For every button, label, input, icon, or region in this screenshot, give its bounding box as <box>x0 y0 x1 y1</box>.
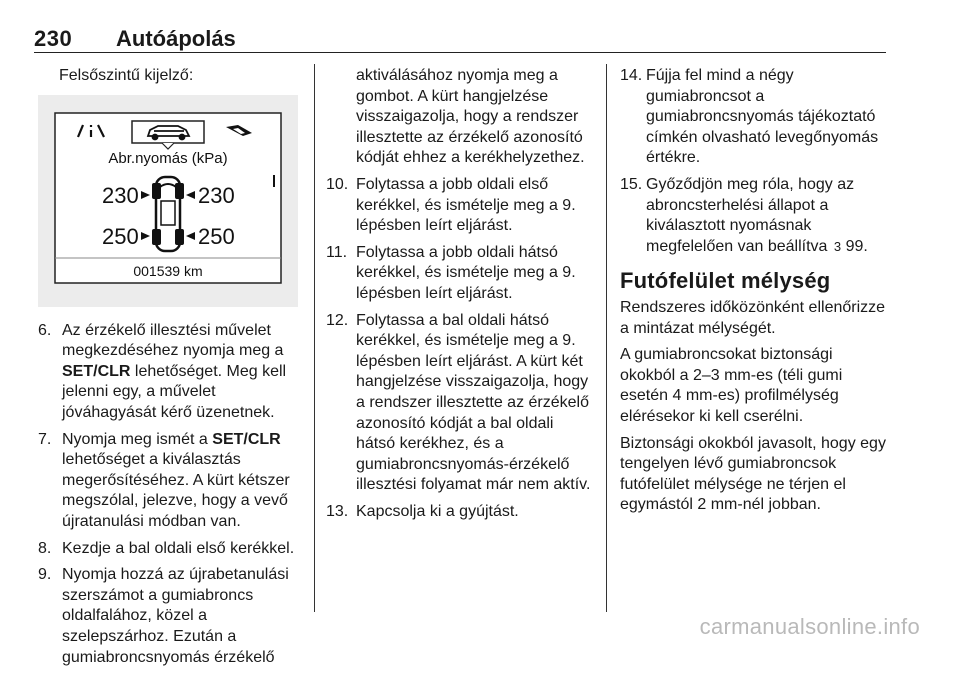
front-right-pressure: 230 <box>198 182 235 208</box>
step-number: 9. <box>38 566 52 584</box>
step-text: Folytassa a jobb oldali hátsó kerékkel, és ismételje meg a 9. lépésben leírt eljárást. <box>356 243 576 302</box>
list-item <box>326 243 596 305</box>
set-clr-label: SET/CLR <box>212 430 281 448</box>
list-item <box>38 321 306 424</box>
step-text: Kapcsolja ki a gyújtást. <box>356 502 519 520</box>
steps-list-3 <box>620 66 892 257</box>
tire-pressure-display <box>38 95 298 307</box>
column-2 <box>326 66 596 528</box>
list-item <box>326 175 596 237</box>
display-heading: Abr.nyomás (kPa) <box>108 149 228 167</box>
paragraph: Biztonsági okokból javasolt, hogy egy tengelyen lévő gumiabroncsok futófelület mélysége ne térjen el egymástól 2 mm-nél jobban. <box>620 434 886 514</box>
list-item <box>620 66 892 169</box>
column-3 <box>620 66 892 522</box>
step-text: Nyomja hozzá az újrabetanulási szerszámot a gumiabroncs oldalfalához, közel a szelepszárhoz. Ezután a gumiabroncsnyomás érzékelő <box>62 566 289 666</box>
list-item <box>326 311 596 496</box>
paragraph: A gumiabroncsokat biztonsági okokból a 2–3 mm-es (téli gumi esetén 4 mm-es) profilmélység elérésekor ki kell cserélni. <box>620 346 843 425</box>
list-item <box>326 502 596 523</box>
step-number: 13. <box>326 502 349 520</box>
page-number: 230 <box>34 26 73 51</box>
step-text: Győződjön meg róla, hogy az abroncsterhelési állapot a kiválasztott nyomásnak megfelelően van beállítva <box>646 175 855 255</box>
list-item <box>38 430 306 533</box>
watermark: carmanualsonline.info <box>699 614 920 639</box>
list-item <box>38 565 306 668</box>
rear-left-pressure: 250 <box>102 223 139 249</box>
step-text: Az érzékelő illesztési művelet megkezdéséhez nyomja meg a <box>62 321 284 360</box>
odometer: 001539 km <box>133 262 203 279</box>
column-1 <box>38 66 306 674</box>
selected-tab-box <box>132 121 204 143</box>
step-number: 14. <box>620 67 643 84</box>
page-reference-link[interactable]: 99. <box>845 237 868 255</box>
front-left-pressure: 230 <box>102 182 139 208</box>
page-reference-icon: 3 <box>833 238 842 254</box>
step-9-continuation: aktiválásához nyomja meg a gombot. A kürt hangjelzése visszaigazolja, hogy a rendszer illesztette az érzékelő azonosító kódját ehhez a kerékhelyzethez. <box>356 67 585 167</box>
step-text: lehetőséget. Meg kell jelenni egy, a művelet jóváhagyását kérő üzenetnek. <box>62 362 287 421</box>
steps-list-1 <box>38 321 306 669</box>
step-text: Nyomja meg ismét a <box>62 430 213 448</box>
list-item <box>38 539 306 560</box>
column-divider-1 <box>314 64 315 612</box>
set-clr-label: SET/CLR <box>62 362 131 380</box>
tire-pressure-display-figure <box>38 95 298 307</box>
step-number: 12. <box>326 311 349 329</box>
step-number: 15. <box>620 175 643 193</box>
step-number: 6. <box>38 321 52 339</box>
step-text: Kezdje a bal oldali első kerékkel. <box>62 539 295 557</box>
step-number: 10. <box>326 175 349 193</box>
step-text: Folytassa a jobb oldali első kerékkel, és ismételje meg a 9. lépésben leírt eljárást. <box>356 175 576 235</box>
step-text: Fújja fel mind a négy gumiabroncsot a gumiabroncsnyomás tájékoztató címkén olvasható levegőnyomás értékre. <box>646 67 879 167</box>
step-number: 11. <box>326 243 348 261</box>
step-number: 7. <box>38 430 52 448</box>
step-number: 8. <box>38 539 52 557</box>
car-topview-icon <box>152 177 184 251</box>
section-title: Futófelület mélység <box>620 268 831 294</box>
column-divider-2 <box>606 64 607 612</box>
steps-list-2 <box>326 175 596 523</box>
list-item <box>620 175 892 257</box>
rear-right-pressure: 250 <box>198 223 235 249</box>
header-rule <box>34 52 886 53</box>
step-text: Folytassa a bal oldali hátsó kerékkel, és ismételje meg a 9. lépésben leírt eljárást. A kürt két hangjelzése visszaigazolja, hogy a rendszer illesztette az érzékelő azonosító kódját a bal oldali hátsó kerékhez, és a gumiabroncsnyomás-érzékelő illesztési folyamat már nem aktív. <box>356 311 591 494</box>
page-heading: Autóápolás <box>116 26 236 51</box>
paragraph: Rendszeres időközönként ellenőrizze a mintázat mélységét. <box>620 298 886 337</box>
step-text: lehetőséget a kiválasztás megerősítéséhez. A kürt kétszer megszólal, jelezve, hogy a vevő újratanulási módban van. <box>62 451 290 530</box>
display-intro: Felsőszintű kijelző: <box>59 67 194 84</box>
